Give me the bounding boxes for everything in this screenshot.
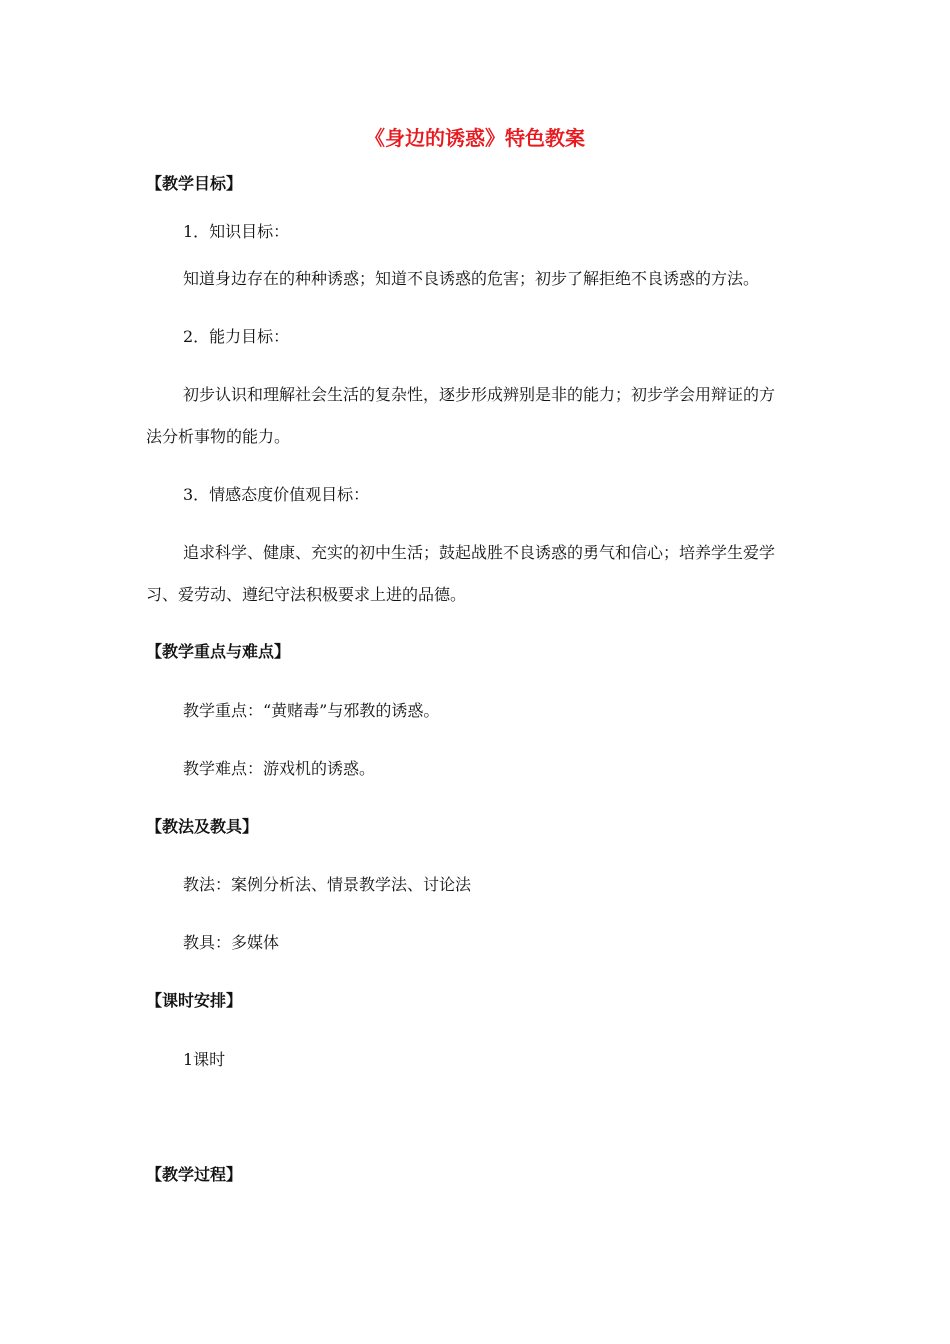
objective-emotion-text-line2: 习、爱劳动、遵纪守法积极要求上进的品德。 <box>146 585 467 604</box>
objective-ability-label: 2．能力目标： <box>183 327 290 346</box>
objective-ability-text-line2: 法分析事物的能力。 <box>146 427 291 446</box>
class-hours: 1课时 <box>183 1050 226 1069</box>
objective-knowledge-label: 1．知识目标： <box>183 222 290 241</box>
section-heading-schedule: 【课时安排】 <box>146 991 243 1010</box>
section-heading-process: 【教学过程】 <box>146 1165 243 1184</box>
section-heading-key-points: 【教学重点与难点】 <box>146 642 291 661</box>
teaching-tools: 教具：多媒体 <box>183 933 280 952</box>
key-point-focus: 教学重点：“黄赌毒”与邪教的诱惑。 <box>183 701 440 720</box>
teaching-methods: 教法：案例分析法、情景教学法、讨论法 <box>183 875 472 894</box>
objective-knowledge-text: 知道身边存在的种种诱惑；知道不良诱惑的危害；初步了解拒绝不良诱惑的方法。 <box>183 269 760 288</box>
section-heading-methods: 【教法及教具】 <box>146 817 259 836</box>
objective-emotion-text-line1: 追求科学、健康、充实的初中生活；鼓起战胜不良诱惑的勇气和信心；培养学生爱学 <box>183 543 776 562</box>
key-point-difficulty: 教学难点：游戏机的诱惑。 <box>183 759 376 778</box>
section-heading-objectives: 【教学目标】 <box>146 174 243 193</box>
document-title: 《身边的诱惑》特色教案 <box>365 126 585 150</box>
objective-ability-text-line1: 初步认识和理解社会生活的复杂性，逐步形成辨别是非的能力；初步学会用辩证的方 <box>183 385 776 404</box>
objective-emotion-label: 3．情感态度价值观目标： <box>183 485 370 504</box>
